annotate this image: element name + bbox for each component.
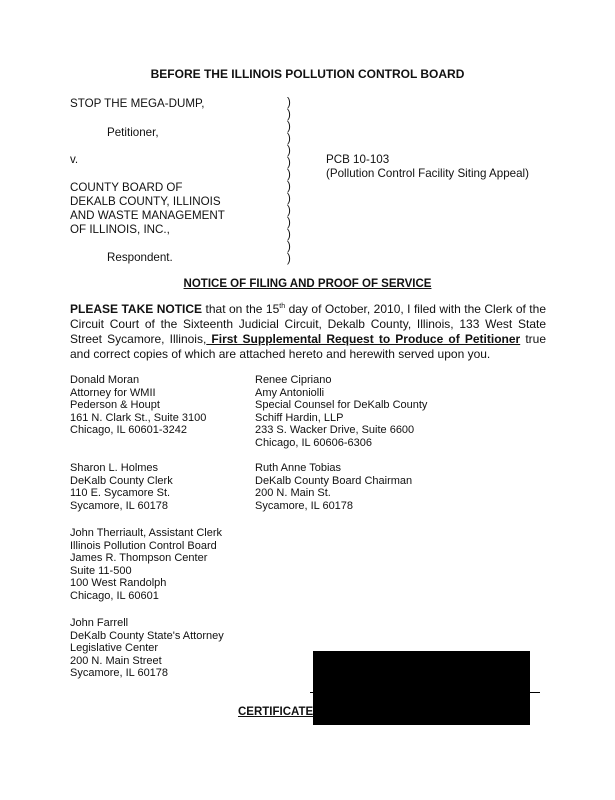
address-line: Sycamore, IL 60178: [70, 499, 169, 512]
address-line: 100 West Randolph: [70, 577, 167, 590]
service-address-block: [70, 462, 173, 512]
service-address-block: [70, 617, 224, 680]
petitioner-name: STOP THE MEGA-DUMP,: [70, 97, 205, 110]
respondent-line: COUNTY BOARD OF: [70, 181, 183, 194]
address-line: Chicago, IL 60601-3242: [70, 424, 188, 437]
petitioner-role: Petitioner,: [107, 126, 159, 139]
filed-document-title: First Supplemental Request to Produce of Petitioner: [206, 332, 521, 346]
notice-text: day of October, 2010, I filed with the Clerk of the Circuit Court of the Sixteenth Judicial Circuit, Dekalb County, Illinois, 133 West State Street Sycamore, Illinois,: [70, 302, 546, 346]
caption-paren: ): [287, 169, 291, 181]
address-line: Donald Moran: [70, 374, 140, 386]
caption-paren: ): [287, 253, 291, 265]
address-line: 200 N. Main Street: [70, 654, 162, 667]
notice-paragraph: [70, 302, 546, 362]
address-line: DeKalb County State's Attorney: [70, 629, 224, 642]
caption-paren: ): [287, 97, 291, 109]
address-line: James R. Thompson Center: [70, 552, 208, 565]
caption-paren: ): [287, 217, 291, 229]
redaction-box: [313, 651, 530, 725]
address-line: Suite 11-500: [70, 564, 132, 577]
notice-text: that on the 15: [202, 302, 280, 316]
address-line: 110 E. Sycamore St.: [70, 487, 171, 500]
service-address-block: [70, 527, 222, 603]
caption-paren: ): [287, 181, 291, 193]
caption-paren: ): [287, 157, 291, 169]
service-address-block: [255, 462, 412, 512]
case-number: PCB 10-103: [326, 153, 390, 166]
ordinal-suffix: th: [279, 303, 286, 310]
notice-title: NOTICE OF FILING AND PROOF OF SERVICE: [183, 278, 432, 290]
caption-paren: ): [287, 145, 291, 157]
address-line: Pederson & Houpt: [70, 399, 160, 412]
address-line: 200 N. Main St.: [255, 487, 331, 500]
caption-paren: ): [287, 133, 291, 145]
address-line: Sycamore, IL 60178: [70, 667, 169, 680]
address-line: Special Counsel for DeKalb County: [255, 399, 428, 412]
notice-lead: PLEASE TAKE NOTICE: [70, 302, 203, 316]
caption-paren: ): [287, 229, 291, 241]
caption-paren: ): [287, 241, 291, 253]
respondent-line: AND WASTE MANAGEMENT: [70, 209, 225, 222]
caption-paren: ): [287, 121, 291, 133]
address-line: Legislative Center: [70, 642, 159, 655]
caption-paren: ): [287, 205, 291, 217]
address-line: 161 N. Clark St., Suite 3100: [70, 411, 207, 424]
service-address-block: [255, 374, 427, 450]
address-line: DeKalb County Board Chairman: [255, 474, 413, 487]
respondent-line: DEKALB COUNTY, ILLINOIS: [70, 195, 221, 208]
respondent-line: OF ILLINOIS, INC.,: [70, 223, 170, 236]
address-line: John Farrell: [70, 617, 129, 629]
address-line: Renee Cipriano: [255, 374, 332, 386]
versus-label: v.: [70, 153, 79, 166]
address-line: 233 S. Wacker Drive, Suite 6600: [255, 424, 415, 437]
caption-paren: ): [287, 109, 291, 121]
respondent-role: Respondent.: [107, 251, 173, 264]
certificate-heading: CERTIFICATE: [238, 706, 314, 718]
address-line: Sharon L. Holmes: [70, 462, 159, 474]
address-line: Schiff Hardin, LLP: [255, 411, 344, 424]
caption-paren: ): [287, 193, 291, 205]
address-line: Attorney for WMII: [70, 386, 156, 399]
address-line: Ruth Anne Tobias: [255, 462, 342, 474]
address-line: Chicago, IL 60601: [70, 589, 159, 602]
address-line: Chicago, IL 60606-6306: [255, 436, 373, 449]
notice-text: true and correct copies of which are attached hereto and herewith served upon you.: [70, 332, 547, 361]
address-line: DeKalb County Clerk: [70, 474, 173, 487]
service-address-block: [70, 374, 206, 437]
address-line: Amy Antoniolli: [255, 386, 325, 399]
caption-paren-column: [287, 97, 291, 265]
document-title: BEFORE THE ILLINOIS POLLUTION CONTROL BOARD: [150, 67, 465, 81]
case-type: (Pollution Control Facility Siting Appeal): [326, 167, 529, 180]
address-line: Illinois Pollution Control Board: [70, 539, 217, 552]
address-line: Sycamore, IL 60178: [255, 499, 354, 512]
address-line: John Therriault, Assistant Clerk: [70, 527, 223, 539]
